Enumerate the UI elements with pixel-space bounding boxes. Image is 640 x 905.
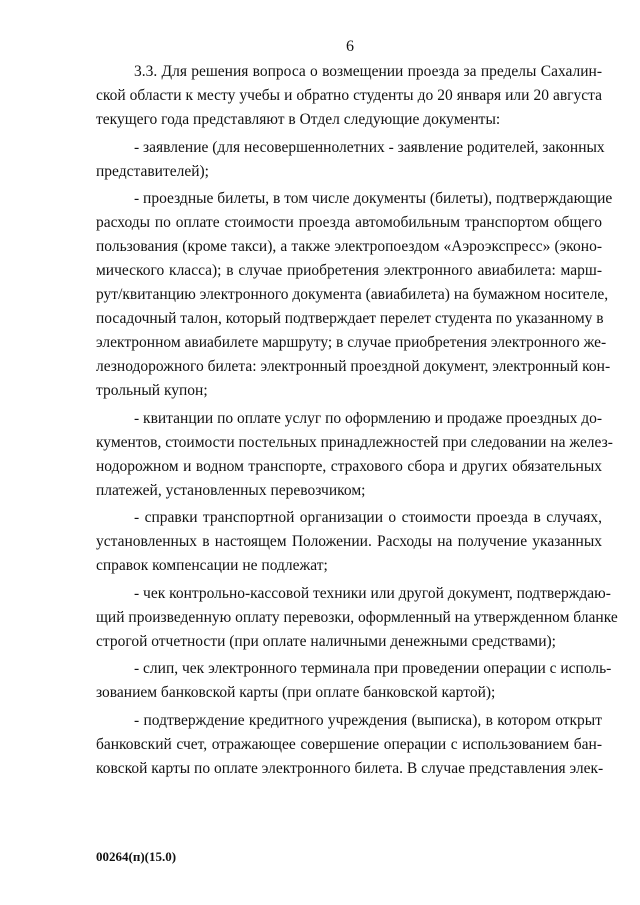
paragraph xyxy=(96,657,612,705)
text-line: банковский счет, отражающее совершение операции с использованием бан- xyxy=(96,735,602,753)
text-line: электронном авиабилете маршруту; в случае приобретения электронного же- xyxy=(96,334,607,351)
paragraph xyxy=(96,136,605,184)
text-line: - подтверждение кредитного учреждения (выписка), в котором открыт xyxy=(134,711,602,729)
text-line: лезнодорожного билета: электронный проездной документ, электронный кон- xyxy=(96,358,611,375)
text-line: нодорожном и водном транспорте, страхового сбора и других обязательных xyxy=(96,457,602,475)
paragraph xyxy=(96,407,613,503)
text-line: ской области к месту учебы и обратно студенты до 20 января или 20 августа xyxy=(96,87,602,104)
paragraph xyxy=(96,187,613,403)
paragraph xyxy=(96,709,602,781)
text-line: - чек контрольно-кассовой техники или другой документ, подтверждаю- xyxy=(134,584,611,602)
text-line: зованием банковской карты (при оплате банковской картой); xyxy=(96,684,496,701)
text-line: щий произведенную оплату перевозки, оформленный на утвержденном бланке xyxy=(96,608,618,626)
text-line: мического класса); в случае приобретения электронного авиабилета: марш- xyxy=(96,262,602,279)
text-line: платежей, установленных перевозчиком; xyxy=(96,481,366,499)
text-line: посадочный талон, который подтверждает перелет студента по указанному в xyxy=(96,310,604,327)
text-line: - квитанции по оплате услуг по оформлению и продаже проездных до- xyxy=(134,409,603,427)
text-line: расходы по оплате стоимости проезда автомобильным транспортом общего xyxy=(96,214,602,231)
text-line: 3.3. Для решения вопроса о возмещении проезда за пределы Сахалин- xyxy=(134,63,602,80)
text-line: справок компенсации не подлежат; xyxy=(96,557,328,574)
text-line: строгой отчетности (при оплате наличными денежными средствами); xyxy=(96,632,556,650)
text-line: - слип, чек электронного терминала при проведении операции с исполь- xyxy=(134,660,612,677)
text-line: трольный купон; xyxy=(96,382,208,399)
text-line: рут/квитанцию электронного документа (авиабилета) на бумажном носителе, xyxy=(96,286,609,303)
paragraph xyxy=(96,582,618,654)
document-body xyxy=(96,60,618,784)
text-line: текущего года представляют в Отдел следующие документы: xyxy=(96,111,501,128)
text-line: установленных в настоящем Положении. Расходы на получение указанных xyxy=(96,533,602,550)
text-line: - заявление (для несовершеннолетних - заявление родителей, законных xyxy=(134,138,605,156)
text-line: - справки транспортной организации о стоимости проезда в случаях, xyxy=(134,509,602,526)
text-line: ковской карты по оплате электронного билета. В случае представления элек- xyxy=(96,759,604,777)
paragraph xyxy=(96,506,602,578)
page-number: 6 xyxy=(346,38,354,55)
text-line: кументов, стоимости постельных принадлежностей при следовании на желез- xyxy=(96,433,613,451)
paragraph xyxy=(96,60,602,132)
text-line: представителей); xyxy=(96,162,209,180)
text-line: пользования (кроме такси), а также электропоездом «Аэроэкспресс» (эконо- xyxy=(96,238,602,255)
text-line: - проездные билеты, в том числе документы (билеты), подтверждающие xyxy=(134,190,613,207)
document-footer-code: 00264(п)(15.0) xyxy=(96,849,177,864)
